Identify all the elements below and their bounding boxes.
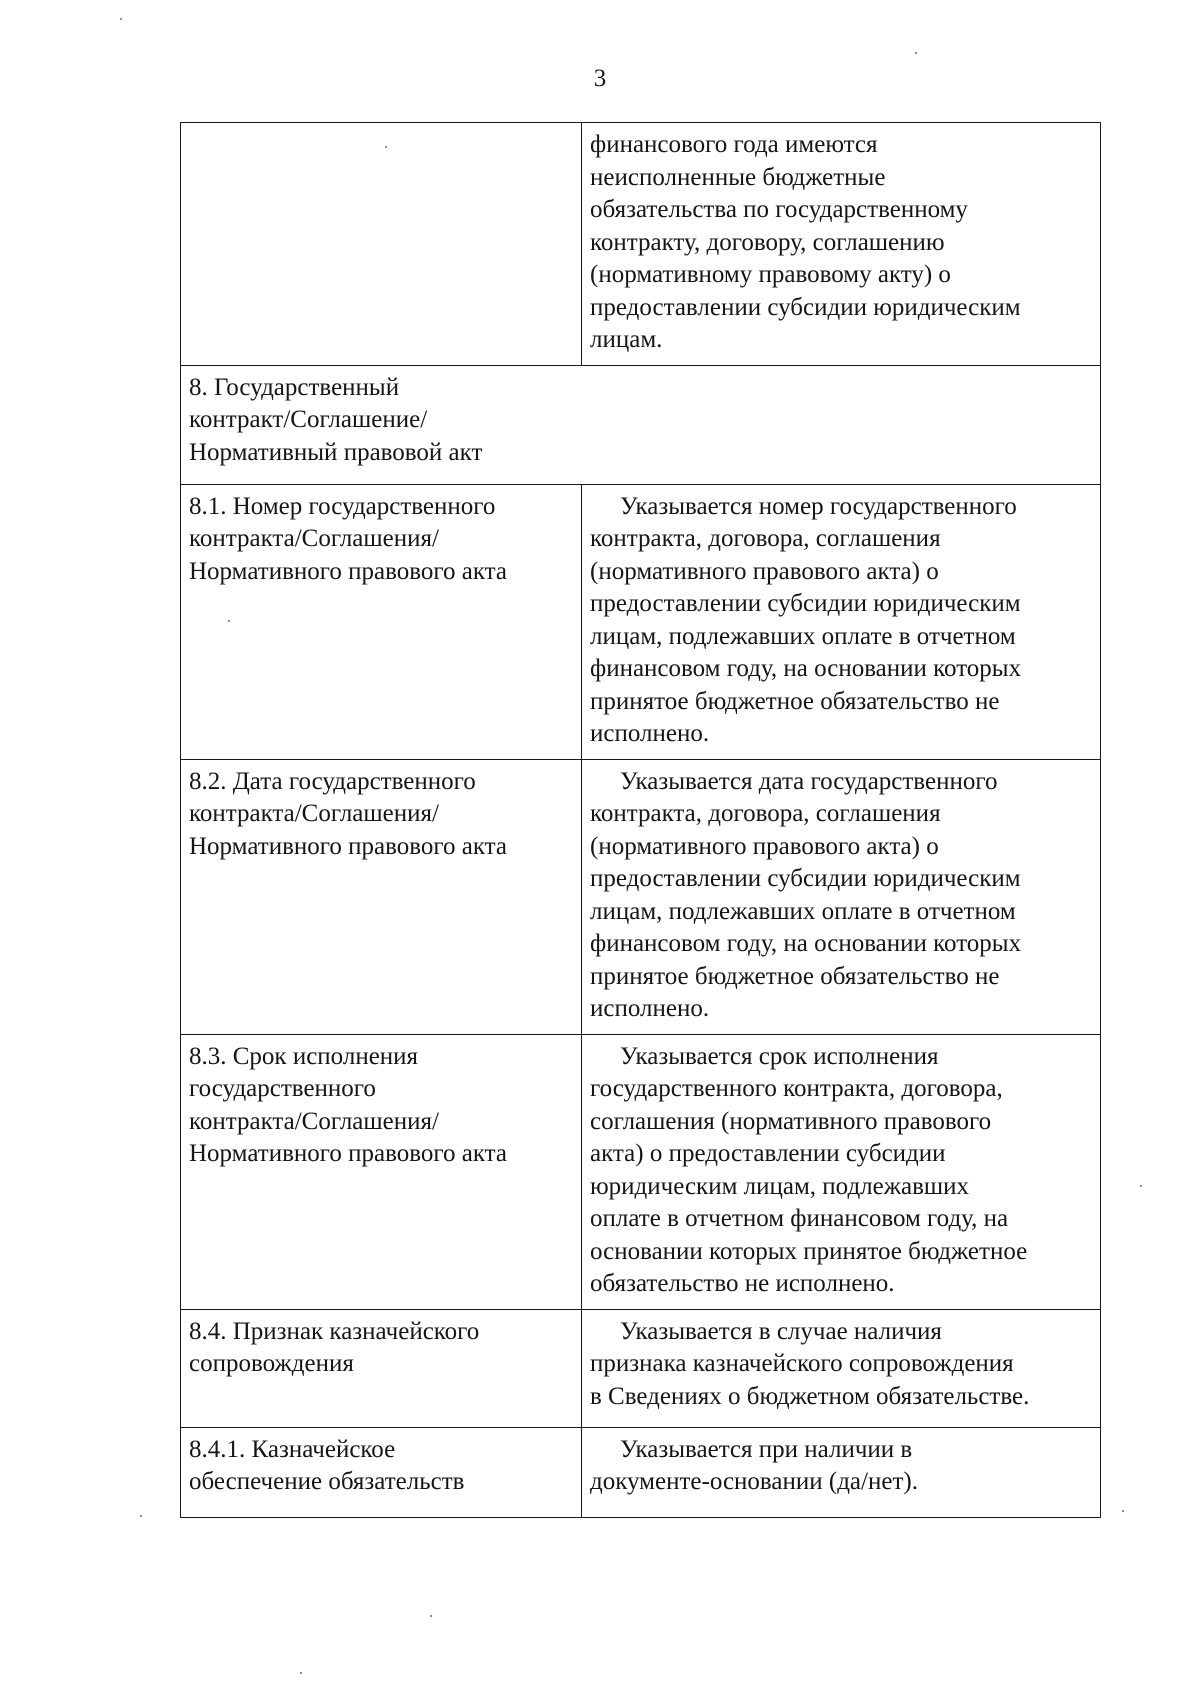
field-description: Указывается дата государственного контракта, договора, соглашения (нормативного правового акта) о предоставлении субсидии юридическим лицам, подлежавших оплате в отчетном финансовом году, на основании которых принятое бюджетное обязательство не исполнено. [590, 767, 1022, 1022]
field-name: 8.3. Срок исполнения государственного контракта/Соглашения/ Нормативного правового акта [189, 1042, 508, 1167]
scan-speck [385, 146, 387, 148]
scan-speck [915, 52, 917, 54]
scan-speck [140, 1515, 142, 1517]
field-name-cell [181, 1034, 582, 1309]
scan-speck [1122, 1510, 1124, 1512]
field-description: Указывается в случае наличия признака казначейского сопровождения в Сведениях о бюджетном обязательстве. [590, 1317, 1030, 1410]
scan-speck [300, 1672, 302, 1674]
table-row [181, 123, 1101, 366]
field-name: 8.2. Дата государственного контракта/Соглашения/ Нормативного правового акта [189, 767, 508, 860]
scan-speck [120, 18, 122, 20]
field-description: Указывается при наличии в документе-основании (да/нет). [590, 1435, 918, 1495]
field-description-cell [582, 484, 1101, 759]
table-row [181, 484, 1101, 759]
field-description-cell [582, 1309, 1101, 1427]
field-description: Указывается номер государственного контракта, договора, соглашения (нормативного правового акта) о предоставлении субсидии юридическим лицам, подлежавших оплате в отчетном финансовом году, на основании которых принятое бюджетное обязательство не исполнено. [590, 492, 1022, 747]
section-heading: 8. Государственный контракт/Соглашение/ Нормативный правовой акт [189, 373, 483, 466]
field-name-cell [181, 759, 582, 1034]
section-header-cell [181, 365, 1101, 484]
table-row [181, 759, 1101, 1034]
field-name-cell [181, 123, 582, 366]
specification-table [180, 122, 1101, 1518]
field-description-cell [582, 1427, 1101, 1517]
table-row [181, 1309, 1101, 1427]
field-name: 8.4.1. Казначейское обеспечение обязательств [189, 1435, 465, 1495]
field-name-cell [181, 1309, 582, 1427]
field-name: 8.1. Номер государственного контракта/Соглашения/ Нормативного правового акта [189, 492, 508, 585]
field-description-cell [582, 759, 1101, 1034]
field-name-cell [181, 1427, 582, 1517]
table-row [181, 1427, 1101, 1517]
scan-speck [228, 620, 230, 622]
field-name: 8.4. Признак казначейского сопровождения [189, 1317, 480, 1377]
section-header-row [181, 365, 1101, 484]
page-number: 3 [593, 65, 607, 92]
scan-speck [430, 1615, 432, 1617]
field-description: финансового года имеются неисполненные бюджетные обязательства по государственному контракту, договору, соглашению (нормативному правовому акту) о предоставлении субсидии юридическим лицам. [590, 131, 1021, 353]
field-name-cell [181, 484, 582, 759]
field-description-cell [582, 123, 1101, 366]
field-description-cell [582, 1034, 1101, 1309]
scan-speck [1140, 1185, 1142, 1187]
field-description: Указывается срок исполнения государственного контракта, договора, соглашения (нормативного правового акта) о предоставлении субсидии юридическим лицам, подлежавших оплате в отчетном финансовом году, на основании которых принятое бюджетное обязательство не исполнено. [590, 1042, 1028, 1297]
table-row [181, 1034, 1101, 1309]
